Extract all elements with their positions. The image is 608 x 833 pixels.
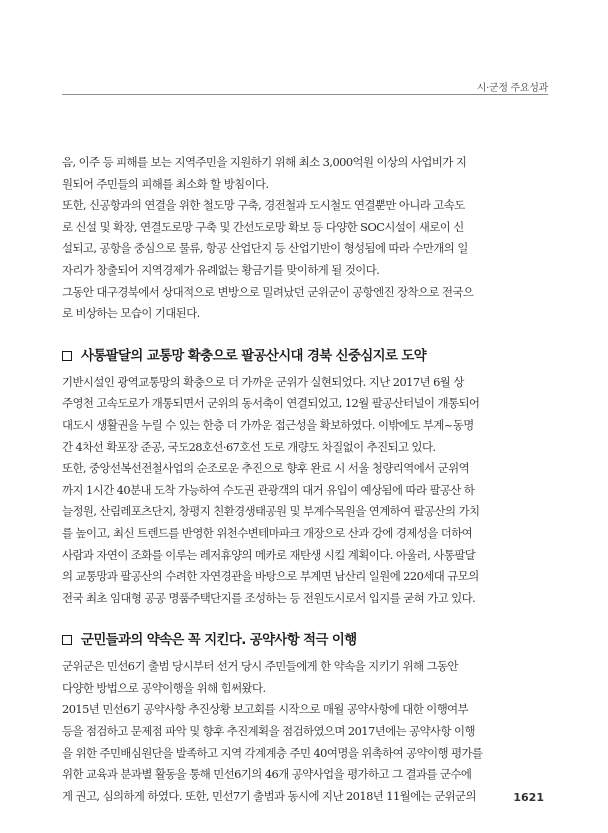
paragraph-line: 기반시설인 광역교통망의 확충으로 더 가까운 군위가 실현되었다. 지난 2017년 6월 상: [62, 374, 464, 389]
paragraph-line: 설되고, 공항을 중심으로 물류, 항공 산업단지 등 산업기반이 형성됨에 따라 수만개의 일: [62, 241, 468, 256]
section-pledges: [62, 629, 548, 807]
section-heading: [62, 629, 548, 653]
paragraph-line: 를 높이고, 최신 트렌드를 반영한 위천수변테마파크 개장으로 산과 강에 경제성을 더하여: [62, 525, 473, 540]
paragraph-line: 음, 이주 등 피해를 보는 지역주민을 지원하기 위해 최소 3,000억원 이상의 사업비가 지: [62, 155, 467, 169]
paragraph-line: 또한, 중앙선복선전철사업의 순조로운 추진으로 향후 완료 시 서울 청량리역에서 군위역: [62, 461, 470, 476]
checkbox-square-icon: [62, 635, 72, 645]
spacer: [62, 325, 548, 345]
paragraph-line: 대도시 생활권을 누릴 수 있는 한층 더 가까운 접근성을 확보하였다. 이밖에도 부계~동명: [62, 417, 474, 432]
paragraph-line: 자리가 창출되어 지역경제가 유례없는 황금기를 맞이하게 될 것이다.: [62, 262, 380, 277]
spacer: [62, 609, 548, 629]
paragraph-line: 2015년 민선6기 공약사항 추진상황 보고회를 시작으로 매월 공약사항에 대한 이행여부: [62, 702, 469, 717]
paragraph-line: 원되어 주민들의 피해를 최소화 할 방침이다.: [62, 176, 269, 191]
section-heading-text: 군민들과의 약속은 꼭 지킨다. 공약사항 적극 이행: [81, 633, 357, 649]
document-body: [62, 152, 548, 807]
section-heading-text: 사통팔달의 교통망 확충으로 팔공산시대 경북 신중심지로 도약: [81, 348, 427, 364]
checkbox-square-icon: [62, 351, 72, 361]
paragraph-line: 을 위한 주민배심원단을 발족하고 지역 각계계층 주민 40여명을 위촉하여 공약이행 평가를: [62, 745, 483, 760]
paragraph-line: 다양한 방법으로 공약이행을 위해 힘써왔다.: [62, 680, 266, 695]
paragraph-line: 전국 최초 임대형 공공 명품주택단지를 조성하는 등 전원도시로서 입지를 굳혀 가고 있다.: [62, 590, 476, 605]
running-head: 시·군정 주요성과: [476, 83, 548, 94]
paragraph-line: 또한, 신공항과의 연결을 위한 철도망 구축, 경전철과 도시철도 연결뿐만 아니라 고속도: [62, 198, 465, 213]
page-number: 1621: [513, 791, 544, 804]
paragraph-line: 늘정원, 산림레포츠단지, 창평지 친환경생태공원 및 부계수목원을 연계하여 팔공산의 가치: [62, 504, 480, 519]
paragraph-line: 주영천 고속도로가 개통되면서 군위의 동서축이 연결되었고, 12월 팔공산터널이 개통되어: [62, 396, 480, 411]
intro-block: [62, 152, 548, 325]
paragraph-line: 의 교통망과 팔공산의 수려한 자연경관을 바탕으로 부계면 남산리 일원에 220세대 규모의: [62, 569, 479, 584]
paragraph-line: 로 비상하는 모습이 기대된다.: [62, 306, 200, 321]
paragraph-line: 간 4차선 확포장 준공, 국도28호선·67호선 도로 개량도 차질없이 추진되고 있다.: [62, 439, 436, 454]
paragraph-line: 등을 점검하고 문제점 파악 및 향후 추진계획을 점검하였으며 2017년에는 공약사항 이행: [62, 724, 475, 739]
paragraph-line: 사람과 자연이 조화를 이루는 레저휴양의 메카로 재탄생 시킬 계획이다. 아울러, 사통팔달: [62, 547, 476, 562]
paragraph-line: 로 신설 및 확장, 연결도로망 구축 및 간선도로망 확보 등 다양한 SOC시설이 새로이 신: [62, 219, 464, 234]
paragraph-line: 그동안 대구경북에서 상대적으로 변방으로 밀려났던 군위군이 공항엔진 장착으로 전국으: [62, 284, 474, 299]
section-heading: [62, 345, 548, 369]
header-rule: [62, 94, 548, 95]
section-transport: [62, 345, 548, 610]
paragraph-line: 위한 교육과 분과별 활동을 통해 민선6기의 46개 공약사업을 평가하고 그 결과를 군수에: [62, 767, 472, 782]
paragraph-line: 군위군은 민선6기 출범 당시부터 선거 당시 주민들에게 한 약속을 지키기 위해 그동안: [62, 659, 458, 674]
paragraph-line: 까지 1시간 40분내 도착 가능하여 수도권 관광객의 대거 유입이 예상됨에 따라 팔공산 하: [62, 482, 475, 497]
paragraph-line: 게 권고, 심의하게 하였다. 또한, 민선7기 출범과 동시에 지난 2018년 11월에는 군위군의: [62, 788, 476, 803]
